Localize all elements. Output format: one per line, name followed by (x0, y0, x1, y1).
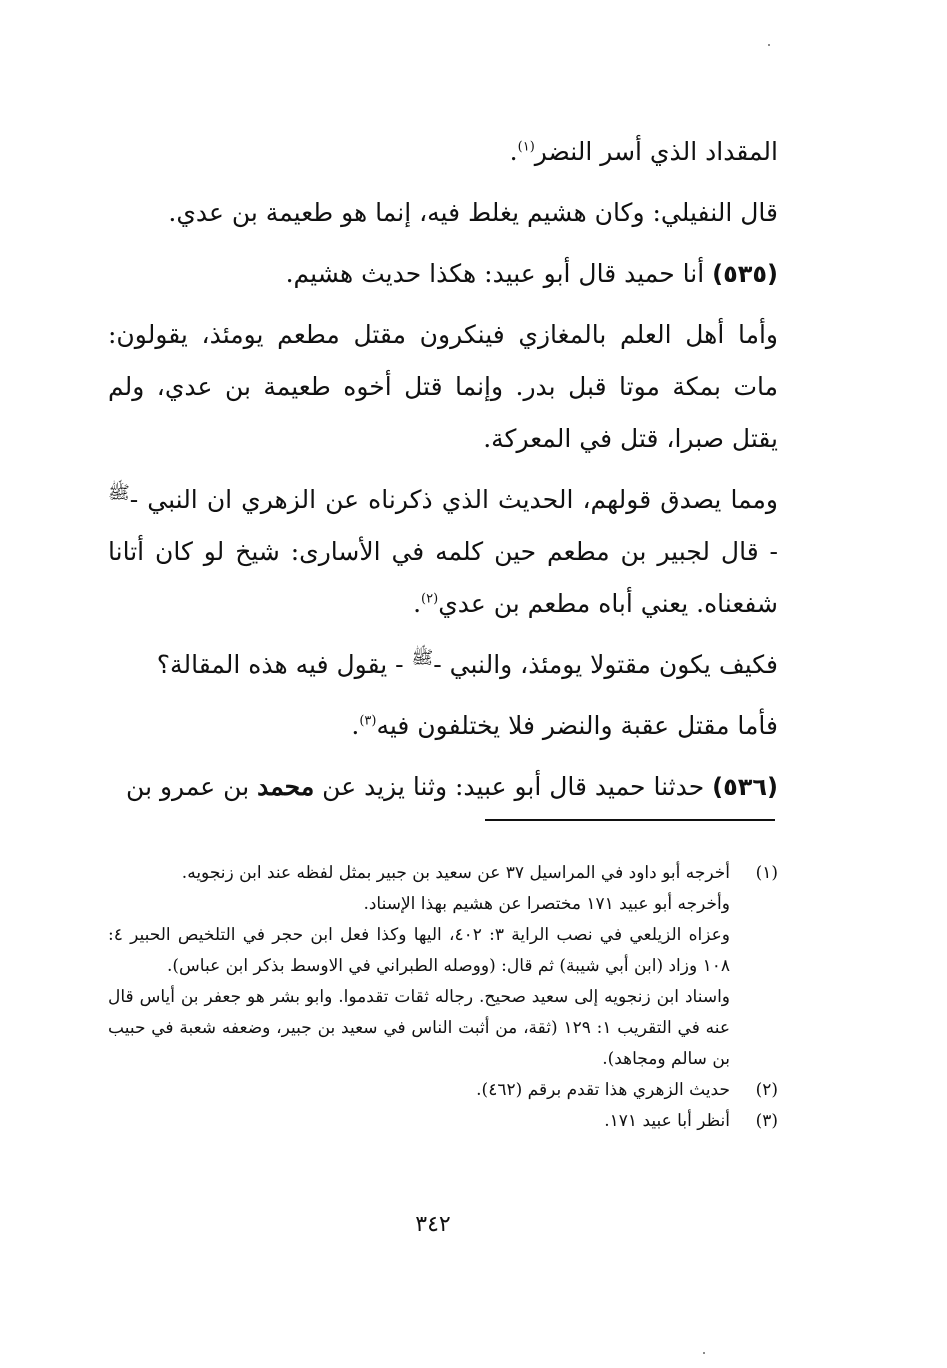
footnote-number: (١) (755, 863, 778, 883)
footnote-ref-1: (١) (517, 139, 535, 155)
paragraph-4: وأما أهل العلم بالمغازي فينكرون مقتل مطعم يومئذ، يقولون: مات بمكة موتا قبل بدر. وإنما قتل أخوه طعيمة بن عدي، ولم يقتل صبرا، قتل في المعركة. (108, 320, 778, 453)
hadith-number: (٥٣٦) (712, 773, 778, 801)
footnote-line: وأخرجه أبو عبيد ١٧١ مختصرا عن هشيم بهذا الإسناد. (363, 894, 730, 914)
footnote-line: أنظر أبا عبيد ١٧١. (604, 1111, 730, 1131)
hadith-text: بن عمرو بن (126, 772, 250, 801)
paragraph-text: فكيف يكون مقتولا يومئذ، والنبي - (433, 650, 778, 679)
paragraph-6 (108, 639, 778, 691)
paragraph-text: المقداد الذي أسر النضر (534, 137, 778, 166)
footnote-2 (108, 1075, 778, 1106)
footnotes (108, 858, 778, 1137)
hadith-text: حدثنا حميد قال أبو عبيد: وثنا يزيد عن (322, 772, 705, 801)
footnote-line: حديث الزهري هذا تقدم برقم (٤٦٢). (476, 1080, 730, 1100)
scan-speck (768, 44, 770, 46)
paragraph-5 (108, 474, 778, 630)
footnote-ref-3: (٣) (359, 713, 377, 729)
main-text (108, 126, 778, 822)
footnote-line: وعزاه الزيلعي في نصب الراية ٣: ٤٠٢، اليها وكذا فعل ابن حجر في التلخيص الحبير ٤: ١٠٨ وزاد (ابن أبي شيبة) ثم قال: (ووصله الطبراني في الاوسط بذكر ابن عباس). (108, 925, 730, 976)
footnote-number: (٢) (755, 1080, 778, 1100)
paragraph-end: . (413, 589, 422, 618)
hadith-number: (٥٣٥) (712, 260, 778, 288)
hadith-bold-word: محمد (257, 772, 315, 801)
paragraph-text: - قال لجبير بن مطعم حين كلمه في الأسارى: شيخ لو كان أتانا شفعناه. يعني أباه مطعم بن عدي (108, 537, 778, 618)
footnote-3 (108, 1106, 778, 1137)
page-number: ٣٤٢ (415, 1212, 451, 1237)
hadith-text: أنا حميد قال أبو عبيد: هكذا حديث هشيم. (285, 259, 705, 288)
paragraph-1 (108, 126, 778, 178)
paragraph-text: - يقول فيه هذه المقالة؟ (156, 650, 404, 679)
paragraph-text: ومما يصدق قولهم، الحديث الذي ذكرناه عن الزهري ان النبي - (129, 485, 778, 514)
paragraph-2: قال النفيلي: وكان هشيم يغلط فيه، إنما هو طعيمة بن عدي. (168, 198, 778, 227)
footnote-body (108, 1106, 738, 1137)
footnote-body (108, 1075, 738, 1106)
footnote-separator (485, 819, 775, 821)
paragraph-end: . (351, 711, 360, 740)
footnote-body (108, 858, 738, 1075)
salla-symbol: ﷺ (411, 647, 434, 669)
footnote-number: (٣) (755, 1111, 778, 1131)
paragraph-text: فأما مقتل عقبة والنضر فلا يختلفون فيه (376, 711, 778, 740)
footnote-1 (108, 858, 778, 1075)
paragraph-end: . (509, 137, 518, 166)
salla-symbol: ﷺ (108, 482, 130, 504)
paragraph-7 (108, 700, 778, 752)
hadith-536 (108, 761, 778, 813)
footnote-ref-2: (٢) (421, 591, 439, 607)
footnote-line: واسناد ابن زنجويه إلى سعيد صحيح. رجاله ثقات تقدموا. وابو بشر هو جعفر بن أياس قال عنه في التقريب ١: ١٢٩ (ثقة، من أثبت الناس في سعيد بن جبير، وضعفه شعبة في حبيب بن سالم ومجاهد). (108, 987, 731, 1069)
scan-speck (703, 1352, 705, 1354)
footnote-line: أخرجه أبو داود في المراسيل ٣٧ عن سعيد بن جبير بمثل لفظه عند ابن زنجويه. (181, 863, 730, 883)
hadith-535 (108, 248, 778, 300)
